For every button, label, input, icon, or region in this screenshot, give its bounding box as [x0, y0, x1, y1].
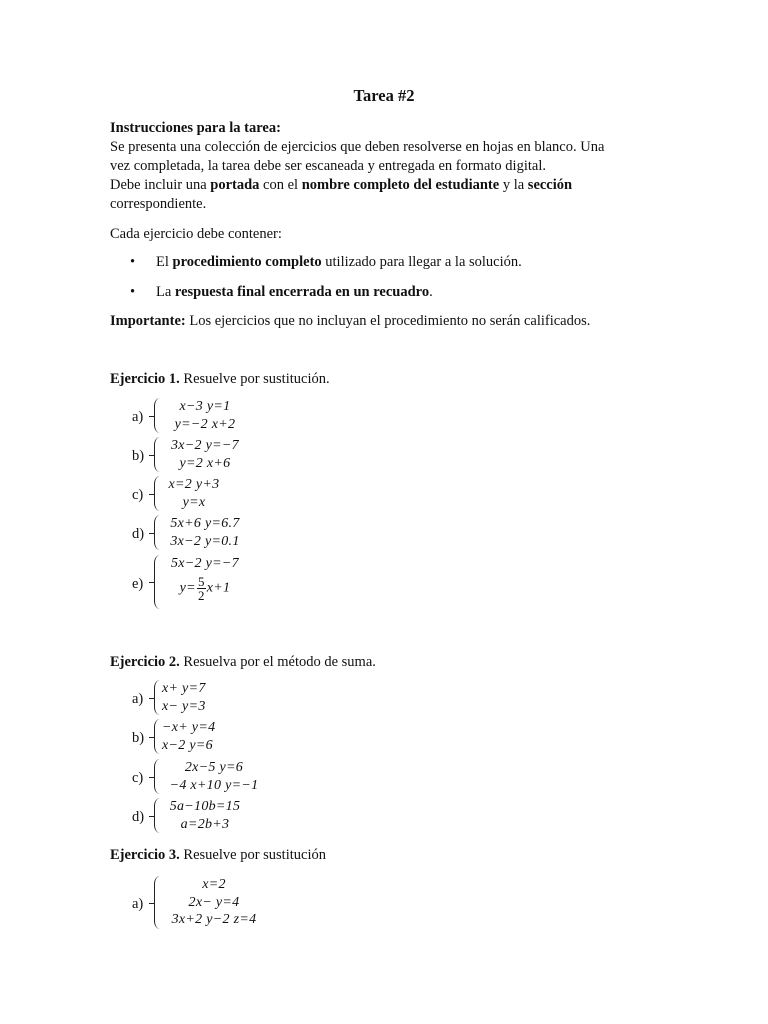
- requirement-item: • El procedimiento completo utilizado para llegar a la solución.: [130, 254, 522, 270]
- brace-icon: [154, 437, 161, 472]
- brace-icon: [154, 798, 161, 833]
- brace-icon: [154, 759, 161, 794]
- requirements-intro: Cada ejercicio debe contener:: [110, 226, 282, 242]
- instructions-block: [110, 119, 655, 214]
- instructions-line-2: vez completada, la tarea debe ser escaneada y entregada en formato digital.: [110, 158, 546, 174]
- brace-icon: [154, 680, 161, 715]
- brace-icon: [154, 398, 161, 433]
- instructions-heading: Instrucciones para la tarea:: [110, 120, 281, 136]
- bullet-icon: •: [130, 254, 136, 270]
- exercise-1-title: Ejercicio 1. Resuelve por sustitución.: [110, 371, 330, 387]
- important-note: Importante: Los ejercicios que no incluyan el procedimiento no serán calificados.: [110, 313, 591, 329]
- brace-icon: [154, 476, 161, 511]
- brace-icon: [154, 719, 161, 754]
- exercise-2-title: Ejercicio 2. Resuelva por el método de suma.: [110, 654, 376, 670]
- instructions-line-4: correspondiente.: [110, 196, 207, 212]
- brace-icon: [154, 555, 161, 609]
- exercise-3-title: Ejercicio 3. Resuelve por sustitución: [110, 847, 326, 863]
- bullet-icon: •: [130, 284, 136, 300]
- requirement-item: • La respuesta final encerrada en un recuadro.: [130, 284, 433, 300]
- instructions-line-3: Debe incluir una portada con el nombre completo del estudiante y la sección: [110, 177, 573, 193]
- fraction: $\frac{5}{2}$: [197, 573, 205, 603]
- instructions-line-1: Se presenta una colección de ejercicios que deben resolverse en hojas en blanco. Una: [110, 139, 605, 155]
- page-title: Tarea #2: [353, 86, 415, 105]
- document-page: Tarea #2 Instrucciones para la tarea: Se presenta una colección de ejercicios que deben resolverse en hojas en blanco. Una vez completada, la tarea debe ser escaneada y entregada en formato digital. Debe incluir una portada con el nombre completo del estudiante y la sección correspondiente. Cada ejercicio debe contener: • El procedimiento completo utilizado para llegar a la solución. • La respuesta final encerrada en un recuadro. Importante: Los ejercicios que no incluyan el procedimiento no serán calificados. Ejercicio 1. Resuelve por sustitución. a) x−3 y=1 y=−2 x+2 b) 3x−2 y=−7 y=2 x+6 c) x=2 y+3 y=x d) 5x+6 y=6.7 3x−2 y=0.1 e) 5x−2 y=−7 y= $\frac{5}{2}$ x+1 Ejercicio 2. Resuelva por el método de suma. a) x+ y=7 x− y=3 b) −x+ y=4 x−2 y=6 c) 2x−5 y=6 −4 x+10 y=−1 d) 5a−10b=15 a=2b+3 Ejercicio 3. Resuelve por sustitución a) x=2 2x− y=4 3x+2 y−2 z=4: [0, 0, 768, 1024]
- requirements-list: [110, 253, 522, 313]
- brace-icon: [154, 515, 161, 550]
- brace-icon: [154, 876, 161, 929]
